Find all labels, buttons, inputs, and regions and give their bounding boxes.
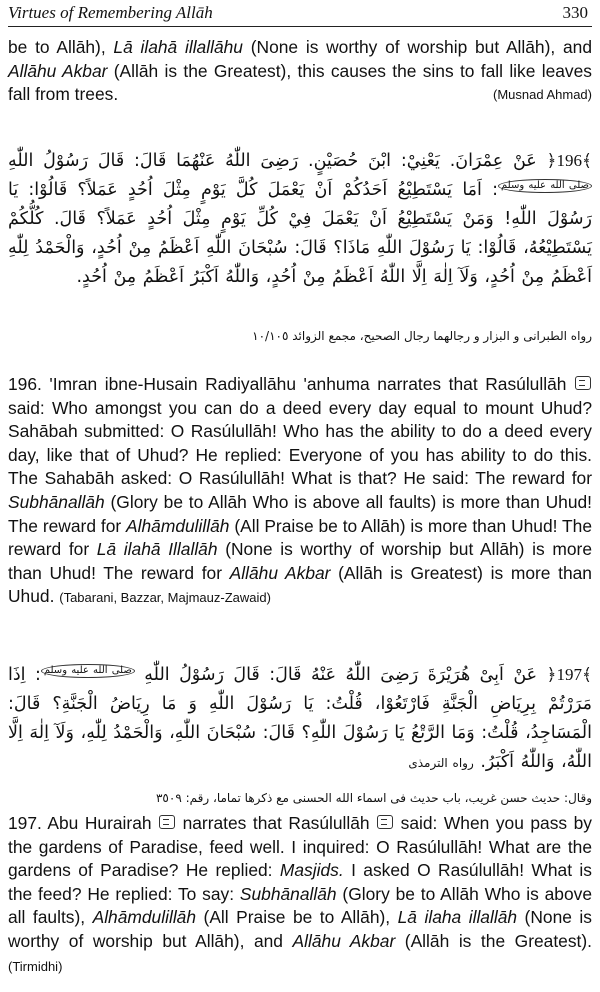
salla-icon bbox=[377, 815, 393, 829]
running-title: Virtues of Remembering Allāh bbox=[8, 3, 213, 22]
hadith-196-reference: رواه الطبرانى و البزار و رجالهما رجال الصحيح، مجمع الزوائد ١٠/١٠٥ bbox=[252, 329, 592, 343]
hadith-197-english: 197. Abu Hurairah narrates that Rasúlullāh said: When you pass by the gardens of Paradise, feed well. I inquired: O Rasúlullāh! What are the gardens of Paradise? He replied: Masjids. I asked O Rasúlullāh! What is the feed? He replied: To say: Subhānallāh (Glory be to Allāh Who is above all faults), Alhāmdulillāh (All Praise be to Allāh), Lā ilaha illallāh (None is worthy of worship but Allāh), and Allāhu Akbar (Allāh is the Greatest). (Tirmidhi) bbox=[8, 813, 592, 974]
citation: (Tabarani, Bazzar, Majmauz-Zawaid) bbox=[59, 590, 271, 606]
intro-paragraph: be to Allāh), Lā ilahā illallāhu (None is worthy of worship but Allāh), and Allāhu Akbar (Allāh is the Greatest), this causes the sins to fall like leaves fall from trees. (Musnad Ahmad) bbox=[8, 36, 592, 107]
salla-symbol: صلى الله عليه وسلم bbox=[41, 664, 135, 678]
salla-icon bbox=[575, 376, 591, 390]
hadith-197-reference: وقال: حديث حسن غريب، باب حديث فى اسماء الله الحسنى مع ذكرها تماما، رقم: ٣٥٠٩ bbox=[155, 791, 592, 805]
citation: (Musnad Ahmad) bbox=[493, 87, 592, 103]
citation: (Tirmidhi) bbox=[8, 958, 63, 974]
page-number: 330 bbox=[562, 3, 588, 22]
hadith-number: ﴿197﴾ bbox=[546, 665, 592, 684]
salla-symbol: صلى الله عليه وسلم bbox=[498, 179, 592, 193]
hadith-196-english: 196. 'Imran ibne-Husain Radiyallāhu 'anhuma narrates that Rasúlullāh said: Who amongst you can do a deed every day equal to mount Uhud? Sahābah submitted: O Rasúlullāh! Who has the ability to do a deed every day, like that of Uhud? He replied: Everyone of you has ability to do this. The Sahabāh asked: O Rasúlullāh! What is that? He said: The reward for Subhānallāh (Glory be to Allāh Who is above all faults) is more than Uhud! The reward for Alhāmdulillāh (All Praise be to Allāh) is more than Uhud! The reward for Lā ilahā Illallāh (None is worthy of worship but Allāh) is more than Uhud! The reward for Allāhu Akbar (Allāh is Greatest) is more than Uhud. (Tabarani, Bazzar, Majmauz-Zawaid) bbox=[8, 374, 592, 607]
page-header bbox=[8, 0, 592, 27]
radiyallahu-icon bbox=[159, 815, 175, 829]
hadith-number: ﴿196﴾ bbox=[546, 151, 592, 170]
narrator-reference: رواه الترمذى bbox=[408, 756, 474, 770]
hadith-197-arabic: ﴿197﴾ عَنْ اَبِىْ هُرَيْرَةَ رَضِىَ اللّٰهُ عَنْهُ قَالَ: قَالَ رَسُوْلُ اللّٰهِ صلى الله عليه وسلم: اِذَا مَرَرْتُمْ بِرِيَاضِ الْجَنَّةِ فَارْتَعُوْا، قُلْتُ: يَا رَسُوْلَ اللّٰهِ وَ مَا رِيَاضُ الْجَنَّةِ؟ قَالَ: الْمَسَاجِدُ، قُلْتُ: وَمَا الرَّتْعُ يَا رَسُوْلَ اللّٰهِ؟ قَالَ: سُبْحَانَ اللّٰهِ، وَالْحَمْدُ لِلّٰهِ، وَلَآ اِلٰهَ اِلَّا اللّٰهُ، وَاللّٰهُ اَكْبَرُ. رواه الترمذى bbox=[8, 665, 592, 772]
hadith-196-arabic: ﴿196﴾ عَنْ عِمْرَانَ. يَعْنِيْ: ابْنَ حُصَيْنٍ. رَضِىَ اللّٰهُ عَنْهُمَا قَالَ: قَالَ رَسُوْلُ اللّٰهِ صلى الله عليه وسلم: اَمَا يَسْتَطِيْعُ اَحَدُكُمْ اَنْ يَعْمَلَ كُلَّ يَوْمٍ مِثْلَ اُحُدٍ عَمَلاً؟ قَالُوْا: يَا رَسُوْلَ اللّٰهِ! وَمَنْ يَسْتَطِيْعُ اَنْ يَعْمَلَ فِيْ كُلِّ يَوْمٍ مِثْلَ اُحُدٍ عَمَلاً؟ قَالَ. كُلُّكُمْ يَسْتَطِيْعُهُ، قَالُوْا: يَا رَسُوْلَ اللّٰهِ مَاذَا؟ قَالَ: سُبْحَانَ اللّٰهِ اَعْظَمُ مِنْ اُحُدٍ، وَالْحَمْدُ لِلّٰهِ اَعْظَمُ مِنْ اُحُدٍ، وَلَآ اِلٰهَ اِلَّا اللّٰهُ اَعْظَمُ مِنْ اُحُدٍ، وَاللّٰهُ اَكْبَرُ اَعْظَمُ مِنْ اُحُدٍ. bbox=[8, 151, 592, 287]
